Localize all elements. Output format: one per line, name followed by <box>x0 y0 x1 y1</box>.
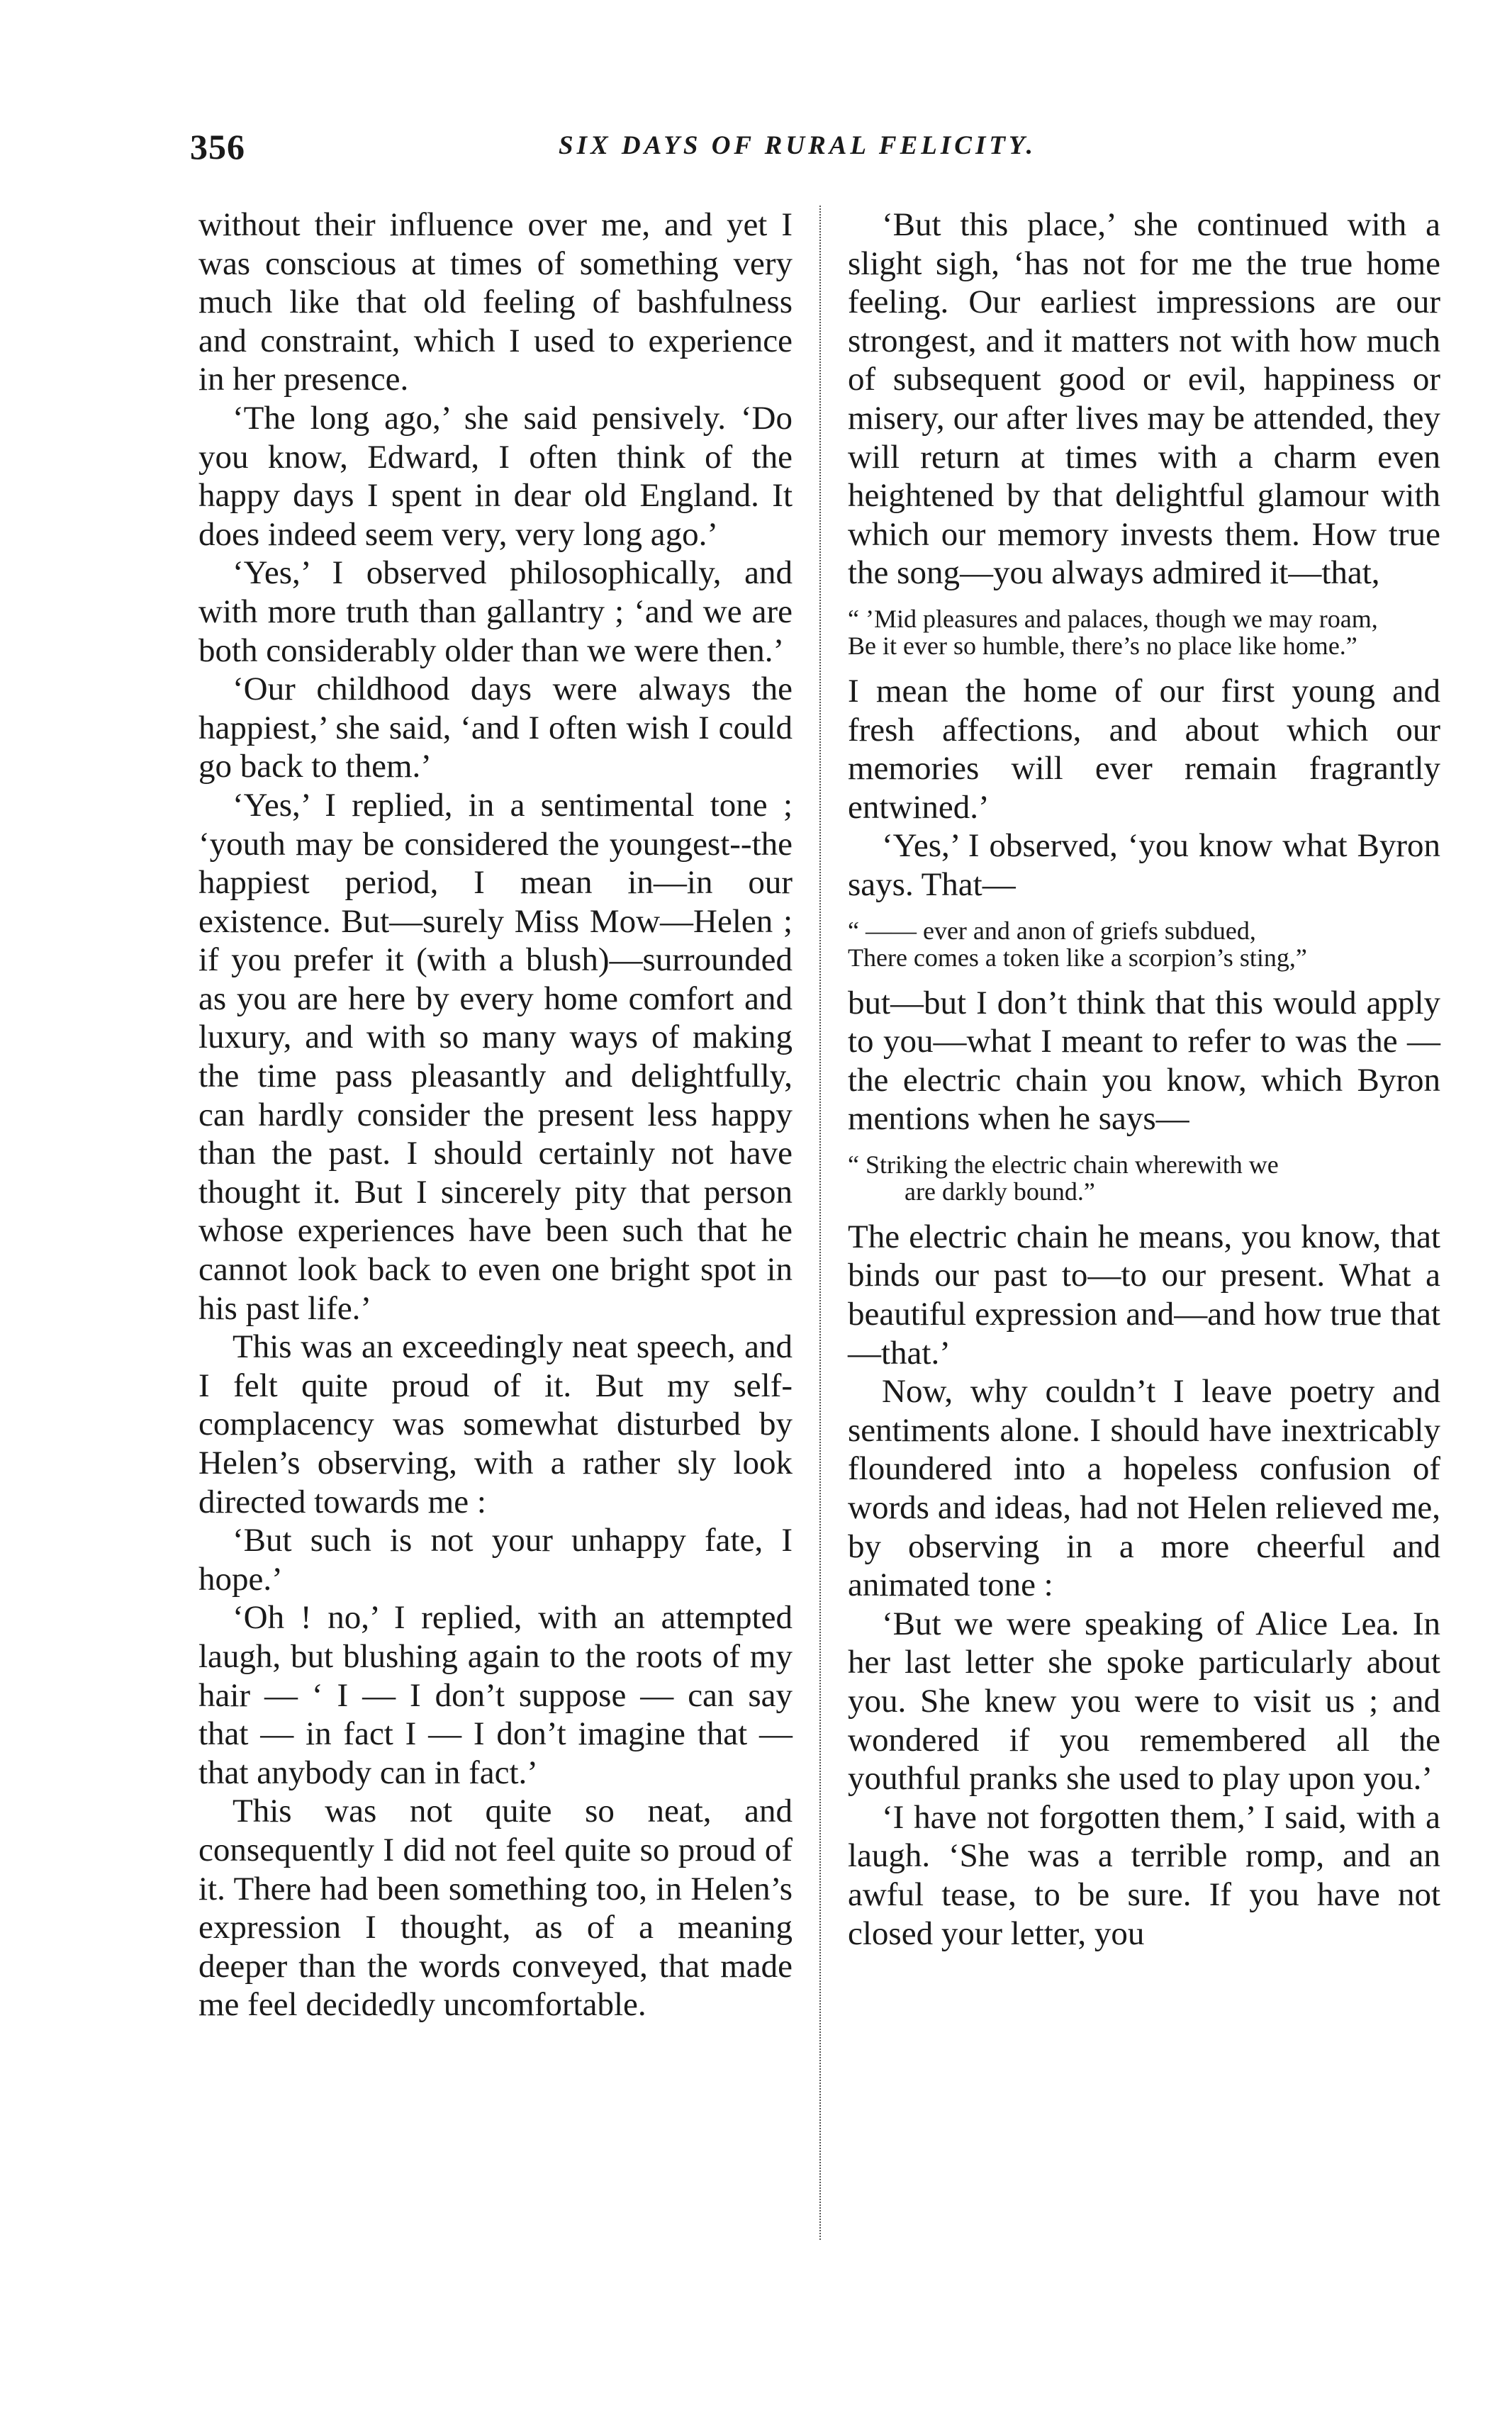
quote-line: There comes a token like a scorpion’s sting,” <box>848 943 1307 972</box>
quote-line: “ —— ever and anon of griefs subdued, <box>848 916 1256 945</box>
verse-quote-byron-scorpion <box>848 917 1440 971</box>
right-paragraph: ‘But we were speaking of Alice Lea. In her last letter she spoke particularly about you. She knew you were to visit us ; and wondered if you remembered all the youthful pranks she used to play upon you.’ <box>848 1605 1440 1798</box>
right-paragraph: I mean the home of our first young and fresh affections, and about which our memories will ever remain fragrantly entwined.’ <box>848 672 1440 826</box>
left-paragraph: ‘Oh ! no,’ I replied, with an attempted laugh, but blushing again to the roots of my hair — ‘ I — I don’t suppose — can say that — in fact I — I don’t imagine that — that anybody can in fact.’ <box>198 1599 793 1791</box>
left-paragraph: ‘But such is not your unhappy fate, I hope.’ <box>198 1522 793 1598</box>
left-paragraph: This was an exceedingly neat speech, and I felt quite proud of it. But my self-complacency was somewhat disturbed by Helen’s observing, with a rather sly look directed towards me : <box>198 1328 793 1520</box>
right-paragraph: ‘But this place,’ she continued with a slight sigh, ‘has not for me the true home feeling. Our earliest impressions are our strongest, and it matters not with how much of subsequent good or evil, happiness or misery, our after lives may be attended, they will return at times with a charm even heightened by that delightful glamour with which our memory invests them. How true the song—you always admired it—that, <box>848 206 1440 592</box>
left-paragraph: This was not quite so neat, and consequently I did not feel quite so proud of it. There had been something too, in Helen’s expression I thought, as of a meaning deeper than the words conveyed, that made me feel decidedly uncomfortable. <box>198 1793 793 2024</box>
left-paragraph: ‘Our childhood days were always the happiest,’ she said, ‘and I often wish I could go back to them.’ <box>198 671 793 785</box>
right-paragraph: Now, why couldn’t I leave poetry and sentiments alone. I should have inextricably floundered into a hopeless confusion of words and ideas, had not Helen relieved me, by observing in a more cheerful and animated tone : <box>848 1373 1440 1604</box>
right-paragraph: but—but I don’t think that this would apply to you—what I meant to refer to was the — the electric chain you know, which Byron mentions when he says— <box>848 984 1440 1138</box>
quote-line: “ ’Mid pleasures and palaces, though we may roam, <box>848 604 1378 633</box>
verse-quote-electric-chain <box>848 1151 1440 1205</box>
verse-quote-home <box>848 605 1440 659</box>
right-paragraph: ‘Yes,’ I observed, ‘you know what Byron says. That— <box>848 827 1440 903</box>
left-paragraph: ‘Yes,’ I replied, in a sentimental tone ; ‘youth may be considered the youngest--the happiest period, I mean in—in our existence. But—surely Miss Mow—Helen ; if you prefer it (with a blush)—surrounded as you are here by every home comfort and luxury, and with so many ways of making the time pass pleasantly and delightfully, can hardly consider the present less happy than the past. I should certainly not have thought it. But I sincerely pity that person whose experiences have been such that he cannot look back to even one bright spot in his past life.’ <box>198 786 793 1327</box>
quote-line: are darkly bound.” <box>905 1177 1095 1206</box>
left-paragraph: without their influence over me, and yet I was conscious at times of something very much like that old feeling of bashfulness and constraint, which I used to experience in her presence. <box>198 206 793 398</box>
quote-line: Be it ever so humble, there’s no place like home.” <box>848 631 1357 660</box>
left-paragraph: ‘The long ago,’ she said pensively. ‘Do you know, Edward, I often think of the happy days I spent in dear old England. It does indeed seem very, very long ago.’ <box>198 399 793 553</box>
column-divider <box>819 206 821 2240</box>
right-paragraph: The electric chain he means, you know, that binds our past to—to our present. What a beautiful expression and—and how true that—that.’ <box>848 1218 1440 1372</box>
left-column <box>198 206 793 2024</box>
running-title: SIX DAYS OF RURAL FELICITY. <box>559 131 1037 160</box>
quote-line: “ Striking the electric chain wherewith we <box>848 1150 1279 1179</box>
running-head <box>190 126 1445 176</box>
left-paragraph: ‘Yes,’ I observed philosophically, and with more truth than gallantry ; ‘and we are both considerably older than we were then.’ <box>198 554 793 669</box>
right-paragraph: ‘I have not forgotten them,’ I said, with a laugh. ‘She was a terrible romp, and an awful tease, to be sure. If you have not closed your letter, you <box>848 1798 1440 1952</box>
page-number: 356 <box>190 127 245 167</box>
right-column <box>848 206 1440 1953</box>
